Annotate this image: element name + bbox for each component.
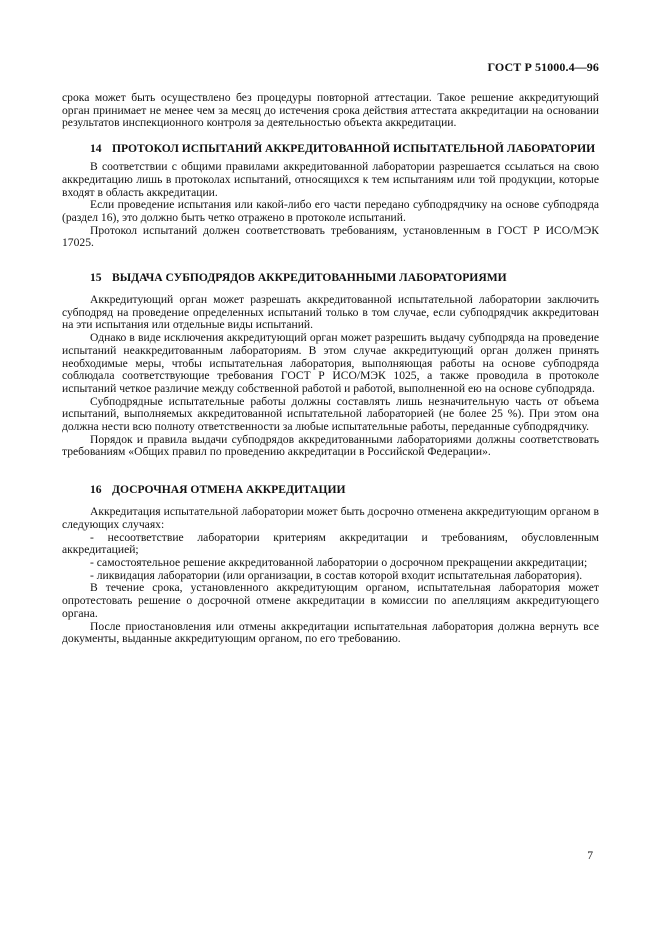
section-15-paragraph-2: Однако в виде исключения аккредитующий орган может разрешить выдачу субподряда на проведение испытаний неаккредитованным лабораториям. В этом случае аккредитующий орган должен принять необходимые меры, чтобы испытательная лаборатория, выполняющая работы на основе субподряда соблюдала соответствующие требования ГОСТ Р ИСО/МЭК 1025, а также проводила в протоколе испытаний четкое различие между собственной работой и работой, выполненной ею на основе субподряда. — [62, 331, 599, 395]
section-number: 14 — [90, 142, 102, 156]
section-14-heading — [62, 142, 599, 155]
document-code-header: ГОСТ Р 51000.4—96 — [487, 60, 599, 74]
section-number: 16 — [90, 483, 102, 497]
section-16-paragraph-1: Аккредитация испытательной лаборатории может быть досрочно отменена аккредитующим органом в следующих случаях: — [62, 505, 599, 531]
section-16-paragraph-2: В течение срока, установленного аккредитующим органом, испытательная лаборатория может опротестовать решение о досрочной отмене аккредитации в комиссии по апелляциям аккредитующего органа. — [62, 581, 599, 620]
section-number: 15 — [90, 271, 102, 285]
section-15-paragraph-1: Аккредитующий орган может разрешать аккредитованной испытательной лаборатории заключить субподряд на проведение определенных испытаний только в том случае, если субподрядчик аккредитован на эти испытания или отдельные виды испытаний. — [62, 293, 599, 332]
section-15-paragraph-4: Порядок и правила выдачи субподрядов аккредитованными лабораториями должны соответствовать требованиям «Общих правил по проведению аккредитации в Российской Федерации». — [62, 432, 599, 459]
section-title: ПРОТОКОЛ ИСПЫТАНИЙ АККРЕДИТОВАННОЙ ИСПЫТАТЕЛЬНОЙ ЛАБОРАТОРИИ — [112, 142, 596, 156]
section-16-list-item-2: - самостоятельное решение аккредитованной лаборатории о досрочном прекращении аккредитации; — [90, 555, 588, 569]
section-15-paragraph-3: Субподрядные испытательные работы должны составлять лишь незначительную часть от объема испытаний, выполняемых аккредитованной испытательной лабораторией (не более 25 %). При этом она должна нести всю полноту ответственности за любые испытательные работы, переданные субподрядчику. — [62, 394, 599, 434]
section-16-paragraph-3: После приостановления или отмены аккредитации испытательная лаборатория должна вернуть все документы, выданные аккредитующим органом, по его требованию. — [62, 619, 599, 646]
section-15-heading — [62, 271, 599, 284]
section-16-heading — [62, 483, 599, 496]
section-title: ВЫДАЧА СУБПОДРЯДОВ АККРЕДИТОВАННЫМИ ЛАБОРАТОРИЯМИ — [112, 271, 507, 285]
section-14-paragraph-3: Протокол испытаний должен соответствовать требованиям, установленным в ГОСТ Р ИСО/МЭК 17025. — [62, 223, 599, 250]
section-title: ДОСРОЧНАЯ ОТМЕНА АККРЕДИТАЦИИ — [112, 483, 346, 497]
section-14-paragraph-1: В соответствии с общими правилами аккредитованной лаборатории разрешается ссылаться на свою аккредитацию лишь в протоколах испытаний, относящихся к тем испытаниям или той продукции, которые входят в область аккредитации. — [62, 160, 599, 199]
document-body — [62, 92, 599, 646]
section-16-list-item-3: - ликвидация лаборатории (или организации, в состав которой входит испытательная лаборатория). — [90, 568, 583, 582]
page-number: 7 — [587, 849, 593, 862]
section-16-list-item-1: - несоответствие лаборатории критериям аккредитации и требованиям, обусловленным аккредитацией; — [62, 530, 599, 557]
intro-paragraph: срока может быть осуществлено без процедуры повторной аттестации. Такое решение аккредитующий орган принимает не менее чем за месяц до истечения срока действия аттестата аккредитации на основании результатов инспекционного контроля за деятельностью объекта аккредитации. — [62, 91, 599, 130]
section-14-paragraph-2: Если проведение испытания или какой-либо его части передано субподрядчику на основе субподряда (раздел 16), это должно быть четко отражено в протоколе испытаний. — [62, 198, 599, 224]
